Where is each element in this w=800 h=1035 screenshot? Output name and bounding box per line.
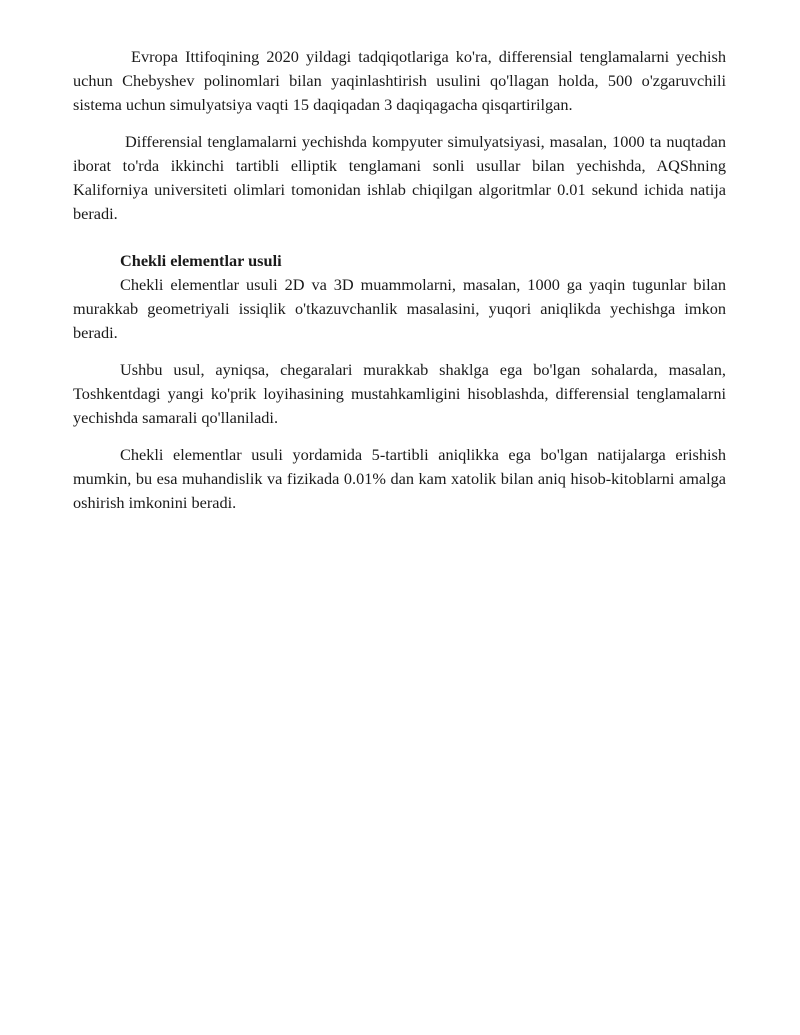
section-heading: Chekli elementlar usuli [120, 251, 282, 270]
paragraph-eu-research: Evropa Ittifoqining 2020 yildagi tadqiqotlariga ko'ra, differensial tenglamalarni yechish uchun Chebyshev polinomlari bilan yaqinlashtirish usulini qo'llagan holda, 500 o'zgaruvchili sistema uchun simulyatsiya vaqti 15 daqiqadan 3 daqiqagacha qisqartirilgan. [73, 47, 726, 114]
paragraph-fem-application: Ushbu usul, ayniqsa, chegaralari murakkab shaklga ega bo'lgan sohalarda, masalan, Toshkentdagi yangi ko'prik loyihasining mustahkamligini hisoblashda, differensial tenglamalarni yechishda samarali qo'llaniladi. [73, 360, 726, 427]
paragraph-computer-simulation: Differensial tenglamalarni yechishda kompyuter simulyatsiyasi, masalan, 1000 ta nuqtadan iborat to'rda ikkinchi tartibli elliptik tenglamani sonli usullar bilan yechishda, AQShning Kaliforniya universiteti olimlari tomonidan ishlab chiqilgan algoritmlar 0.01 sekund ichida natija beradi. [73, 132, 726, 223]
paragraph-fem-intro: Chekli elementlar usuli 2D va 3D muammolarni, masalan, 1000 ga yaqin tugunlar bilan murakkab geometriyali issiqlik o'tkazuvchanlik masalasini, yuqori aniqlikda yechishga imkon beradi. [73, 275, 726, 342]
paragraph-fem-accuracy: Chekli elementlar usuli yordamida 5-tartibli aniqlikka ega bo'lgan natijalarga erishish mumkin, bu esa muhandislik va fizikada 0.01% dan kam xatolik bilan aniq hisob-kitoblarni amalga oshirish imkonini beradi. [73, 445, 726, 512]
document-page [73, 45, 726, 528]
